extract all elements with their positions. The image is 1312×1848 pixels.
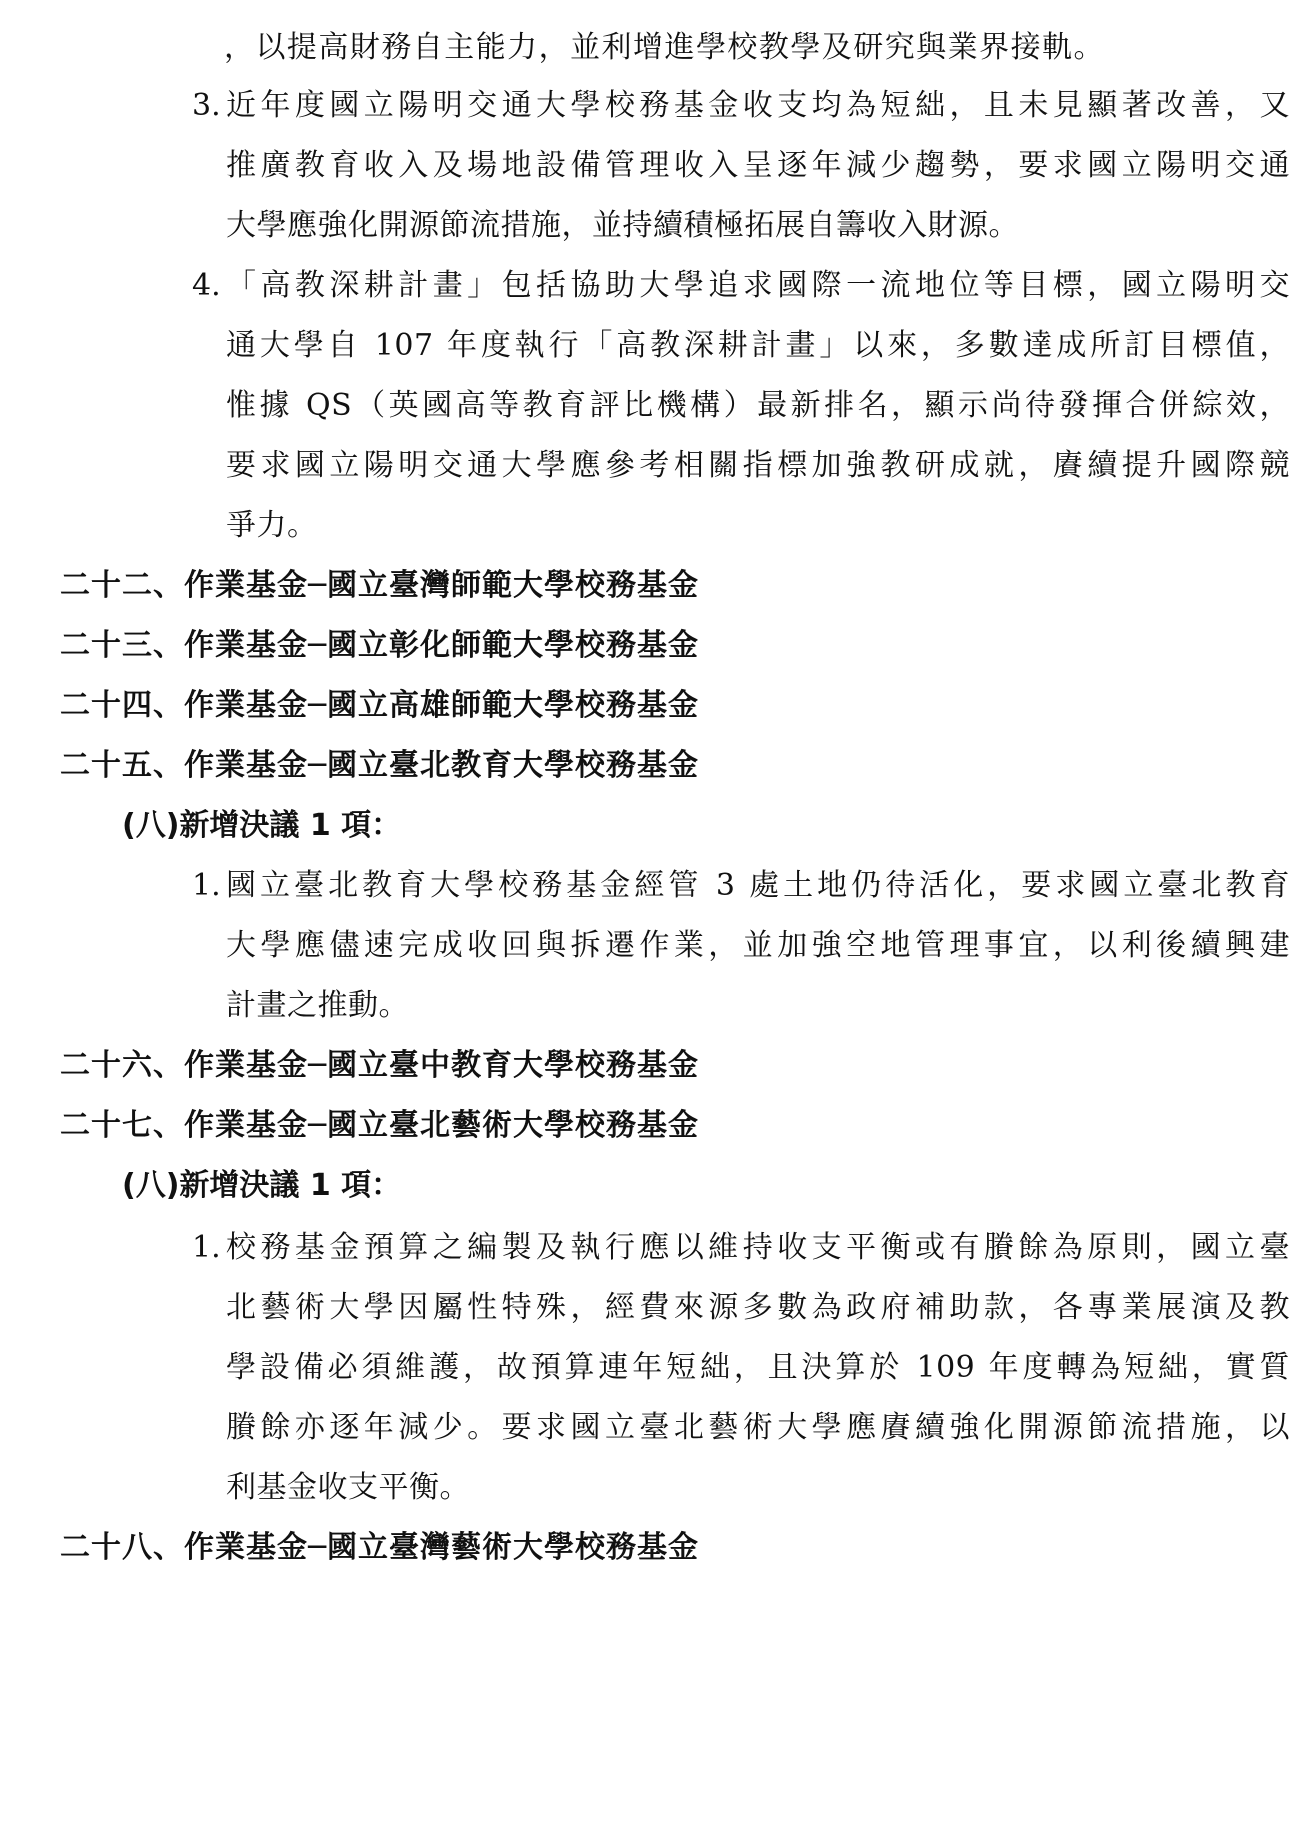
section-heading: 二十三、作業基金─國立彰化師範大學校務基金 xyxy=(60,628,700,663)
subsection-heading: (八)新增決議 1 項： xyxy=(122,1168,402,1203)
paragraph-line: 大學應強化開源節流措施，並持續積極拓展自籌收入財源。 xyxy=(226,208,1019,243)
paragraph-line: 利基金收支平衡。 xyxy=(226,1470,470,1505)
paragraph-line: 要求國立陽明交通大學應參考相關指標加強教研成就，賡續提升國際競 xyxy=(226,448,1290,483)
section-heading: 二十八、作業基金─國立臺灣藝術大學校務基金 xyxy=(60,1530,700,1565)
section-heading: 二十四、作業基金─國立高雄師範大學校務基金 xyxy=(60,688,700,723)
paragraph-line: ，以提高財務自主能力，並利增進學校教學及研究與業界接軌。 xyxy=(224,30,1104,65)
paragraph-line: 賸餘亦逐年減少。要求國立臺北藝術大學應賡續強化開源節流措施，以 xyxy=(226,1410,1290,1445)
section-heading: 二十七、作業基金─國立臺北藝術大學校務基金 xyxy=(60,1108,700,1143)
section-heading: 二十五、作業基金─國立臺北教育大學校務基金 xyxy=(60,748,700,783)
paragraph-line: 「高教深耕計畫」包括協助大學追求國際一流地位等目標，國立陽明交 xyxy=(226,268,1290,303)
paragraph-line: 推廣教育收入及場地設備管理收入呈逐年減少趨勢，要求國立陽明交通 xyxy=(226,148,1290,183)
paragraph-line: 北藝術大學因屬性特殊，經費來源多數為政府補助款，各專業展演及教 xyxy=(226,1290,1290,1325)
paragraph-line: 爭力。 xyxy=(226,508,318,543)
paragraph-line: 近年度國立陽明交通大學校務基金收支均為短絀，且未見顯著改善，又 xyxy=(226,88,1290,123)
paragraph-line: 通大學自 107 年度執行「高教深耕計畫」以來，多數達成所訂目標值， xyxy=(226,328,1290,363)
item-number: 1. xyxy=(192,1230,221,1265)
item-number: 1. xyxy=(192,868,221,903)
subsection-heading: (八)新增決議 1 項： xyxy=(122,808,402,843)
section-heading: 二十六、作業基金─國立臺中教育大學校務基金 xyxy=(60,1048,700,1083)
paragraph-line: 國立臺北教育大學校務基金經管 3 處土地仍待活化，要求國立臺北教育 xyxy=(226,868,1290,903)
item-number: 3. xyxy=(192,88,221,123)
paragraph-line: 學設備必須維護，故預算連年短絀，且決算於 109 年度轉為短絀，實質 xyxy=(226,1350,1290,1385)
paragraph-line: 惟據 QS（英國高等教育評比機構）最新排名，顯示尚待發揮合併綜效， xyxy=(226,388,1290,423)
paragraph-line: 計畫之推動。 xyxy=(226,988,409,1023)
paragraph-line: 大學應儘速完成收回與拆遷作業，並加強空地管理事宜，以利後續興建 xyxy=(226,928,1290,963)
item-number: 4. xyxy=(192,268,221,303)
paragraph-line: 校務基金預算之編製及執行應以維持收支平衡或有賸餘為原則，國立臺 xyxy=(226,1230,1290,1265)
section-heading: 二十二、作業基金─國立臺灣師範大學校務基金 xyxy=(60,568,700,603)
